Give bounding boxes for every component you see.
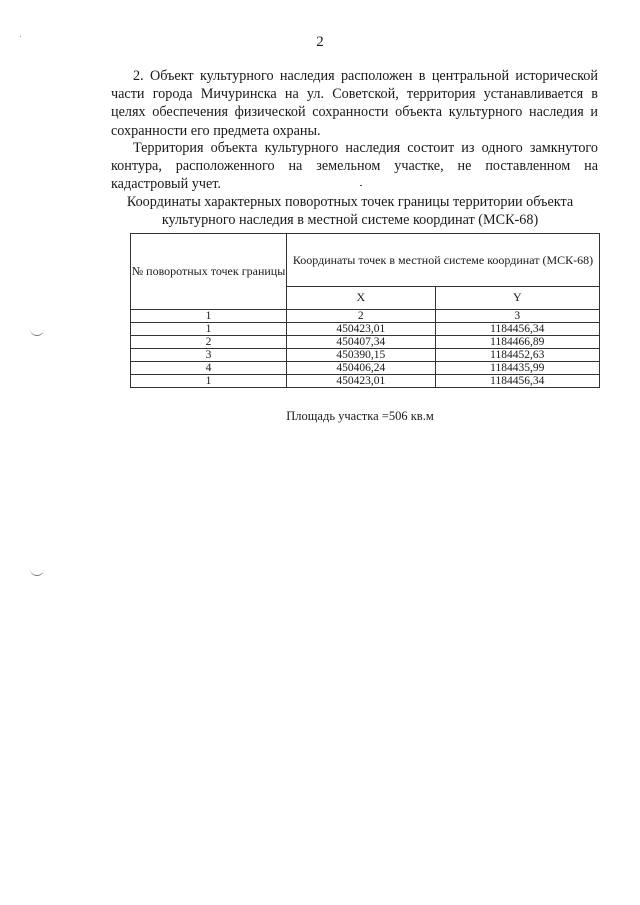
cell-x: 450423,01 — [287, 323, 436, 336]
cell-point-number: 1 — [131, 310, 287, 323]
header-y: Y — [435, 286, 599, 309]
table-row — [131, 375, 600, 388]
cell-point-number: 1 — [131, 375, 287, 388]
coordinates-table — [130, 233, 600, 388]
cell-point-number: 1 — [131, 323, 287, 336]
cell-y: 1184456,34 — [435, 375, 599, 388]
table-row — [131, 310, 600, 323]
cell-x: 2 — [287, 310, 436, 323]
table-row — [131, 362, 600, 375]
cell-x: 450406,24 — [287, 362, 436, 375]
paragraph-object-location — [111, 67, 598, 140]
cell-point-number: 2 — [131, 336, 287, 349]
cell-point-number: 4 — [131, 362, 287, 375]
table-caption: Координаты характерных поворотных точек границы территории объекта культурного наследия в местной системе координат (МСК-68) — [126, 194, 574, 228]
header-point-number: № поворотных точек границы — [131, 234, 287, 310]
cell-y: 1184452,63 — [435, 349, 599, 362]
page-number: 2 — [316, 34, 324, 50]
table-row — [131, 336, 600, 349]
binding-hole-mark — [30, 569, 44, 576]
header-coordinates: Координаты точек в местной системе координат (МСК-68) — [287, 234, 600, 287]
table-row — [131, 349, 600, 362]
cell-x: 450407,34 — [287, 336, 436, 349]
plot-area-text: Площадь участка =506 кв.м — [286, 409, 434, 423]
cell-point-number: 3 — [131, 349, 287, 362]
cell-y: 1184466,89 — [435, 336, 599, 349]
paragraph-territory-contour-text: Территория объекта культурного наследия состоит из одного замкнутого контура, расположенного на земельном участке, не поставленном на кадастровый учет. — [111, 140, 598, 193]
paragraph-territory-contour — [111, 139, 598, 194]
cell-y: 1184456,34 — [435, 323, 599, 336]
paragraph-object-location-text: 2. Объект культурного наследия расположен в центральной исторической части города Мичуринска на ул. Советской, территория устанавливается в целях обеспечения физической сохранности объекта культурного наследия и сохранности его предмета охраны. — [111, 68, 598, 139]
scan-dot — [360, 185, 362, 186]
table-row — [131, 323, 600, 336]
cell-x: 450423,01 — [287, 375, 436, 388]
cell-y: 3 — [435, 310, 599, 323]
binding-hole-mark — [30, 329, 44, 336]
header-x: X — [287, 286, 436, 309]
cell-x: 450390,15 — [287, 349, 436, 362]
cell-y: 1184435,99 — [435, 362, 599, 375]
